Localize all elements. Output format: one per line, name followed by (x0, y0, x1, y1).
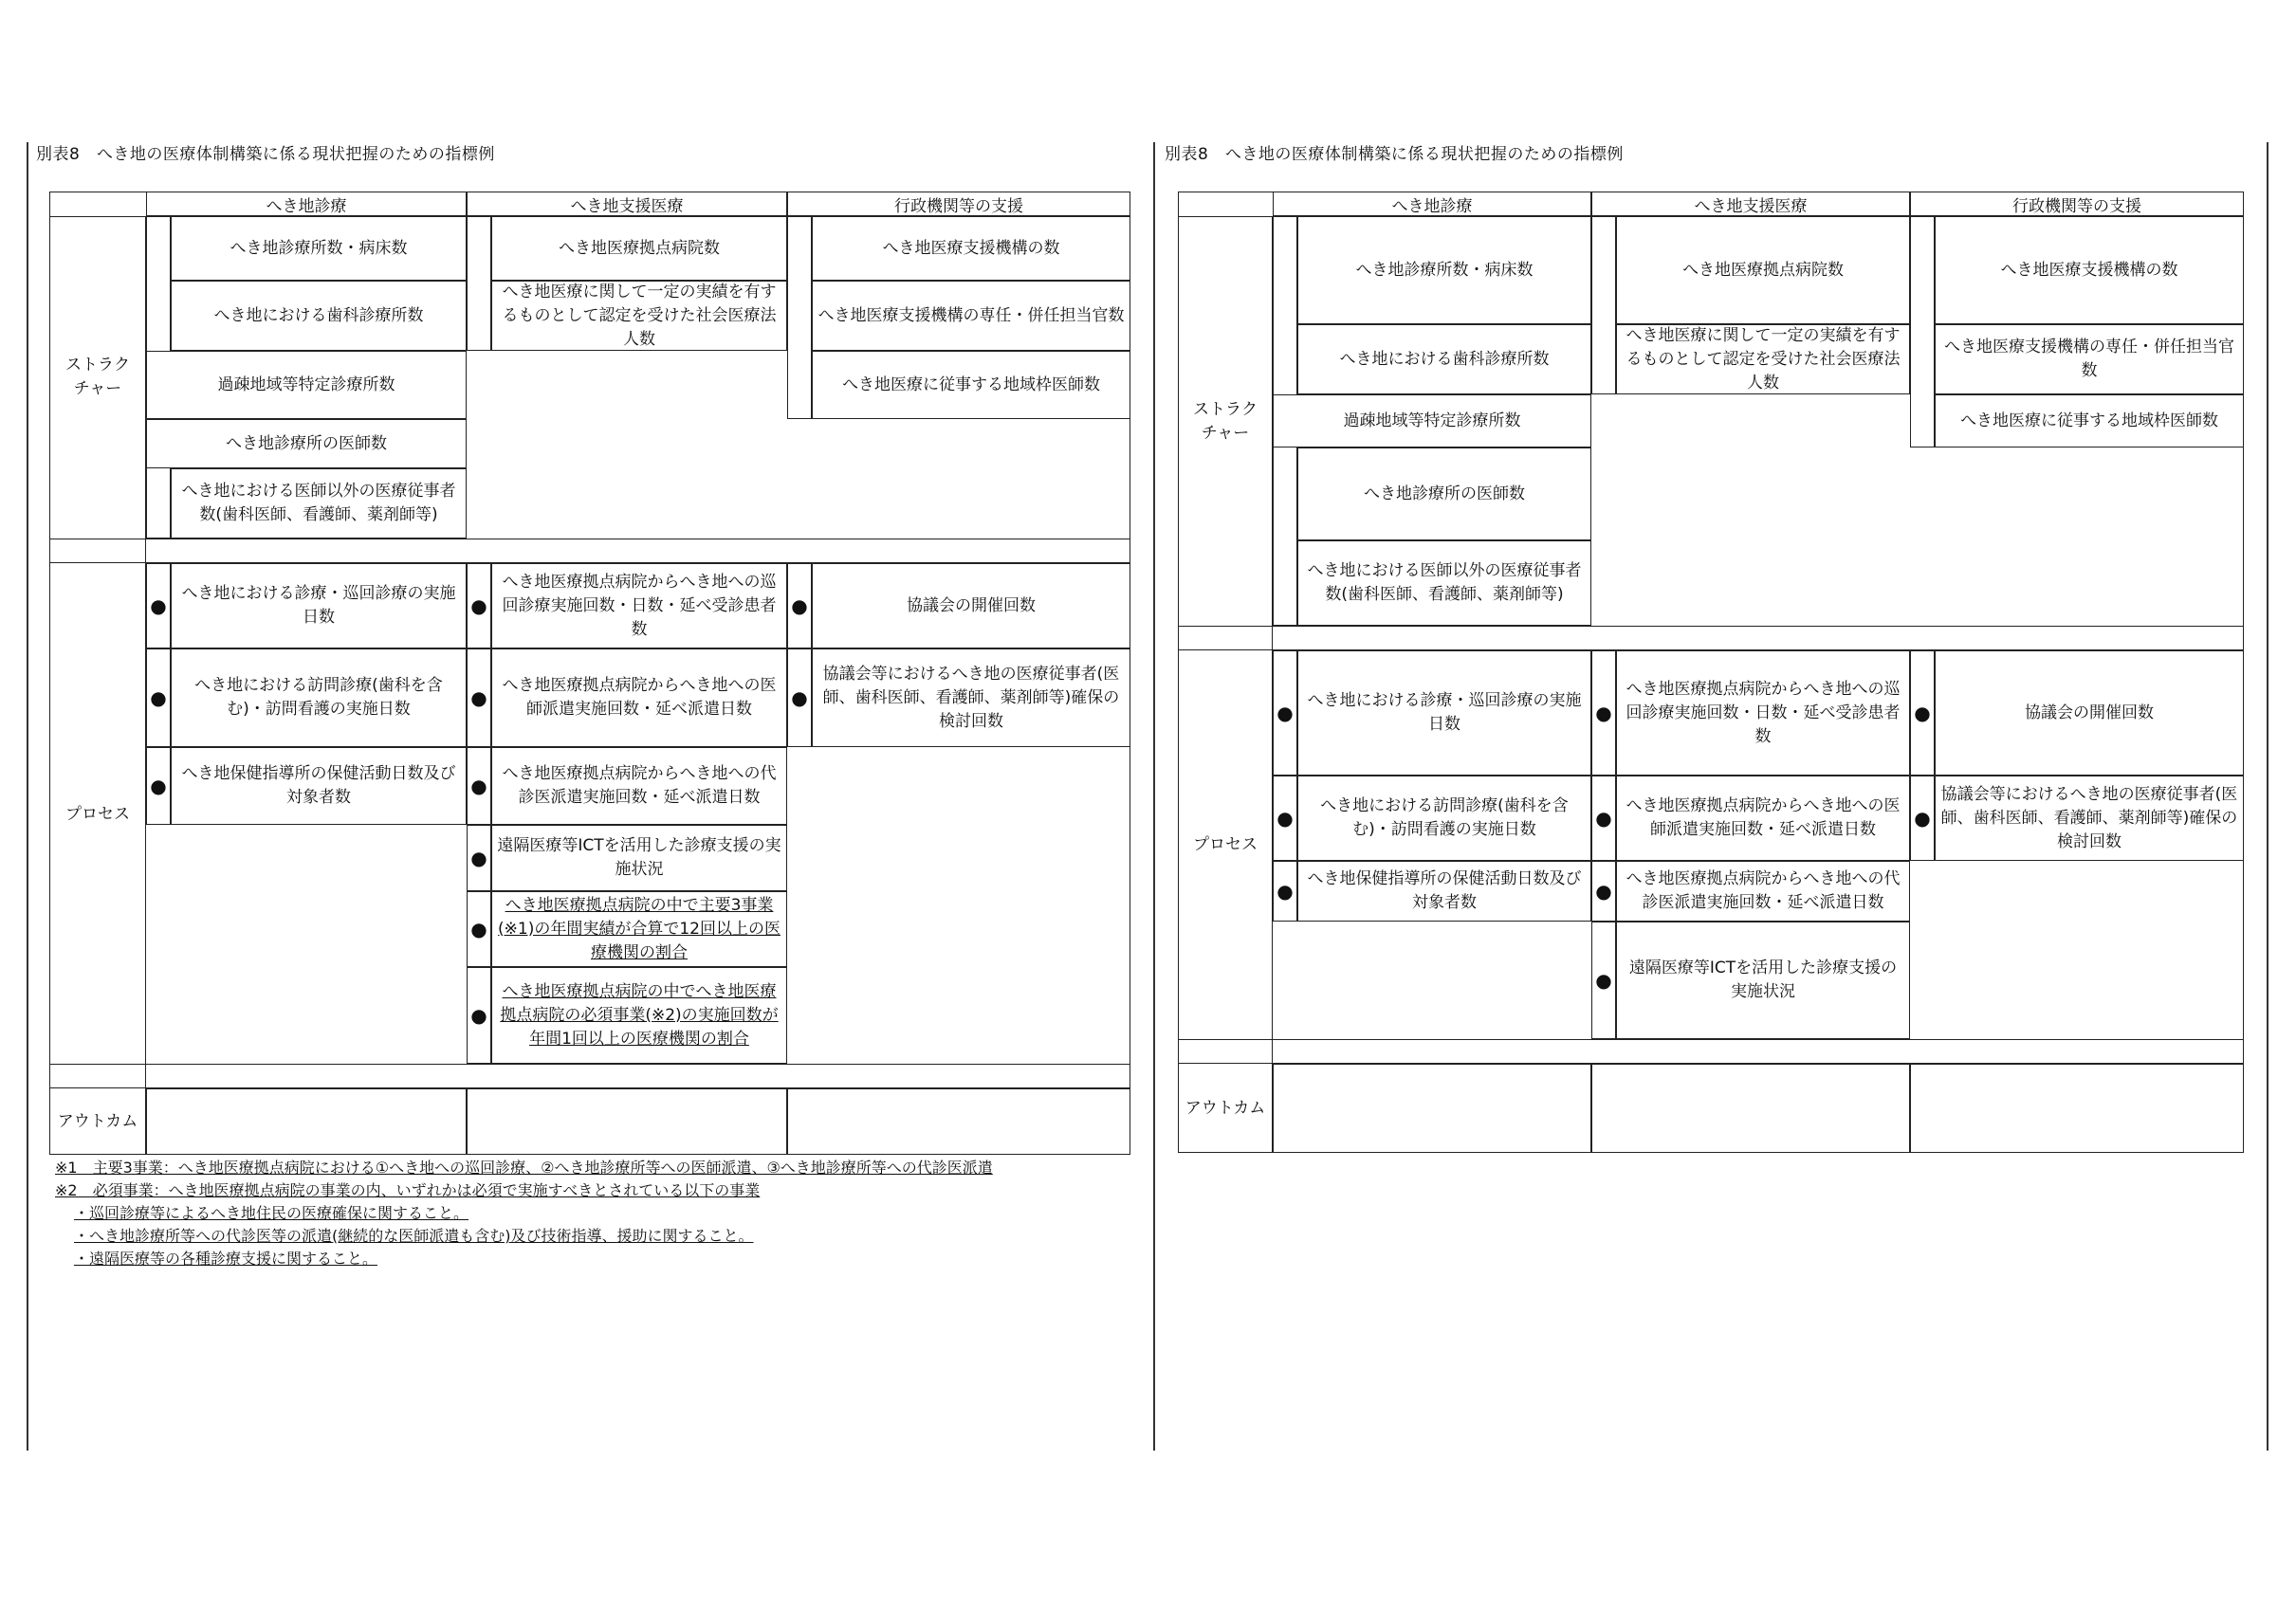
outcome-cell (1273, 1064, 1591, 1153)
row-label-structure: ストラク チャー (1193, 400, 1258, 443)
footnote: ・遠隔医療等の各種診療支援に関すること。 (74, 1250, 378, 1268)
bullet-mark: ● (1591, 776, 1616, 861)
indicator-cell: 過疎地域等特定診療所数 (146, 351, 467, 419)
column-header: へき地診療 (1273, 192, 1591, 216)
footnote: ※1 主要3事業：へき地医療拠点病院における①へき地への巡回診療、②へき地診療所等への医師派遣、③へき地診療所等への代診医派遣 (55, 1159, 993, 1177)
bullet-mark: ● (146, 747, 171, 825)
indicator-cell: へき地医療に関して一定の実績を有するものとして認定を受けた社会医療法人数 (1616, 324, 1910, 394)
indicator-cell: へき地医療拠点病院からへき地への医師派遣実施回数・延べ派遣日数 (491, 648, 787, 747)
indicator-cell: 過疎地域等特定診療所数 (1273, 394, 1591, 447)
spacer-row (1178, 1039, 2244, 1064)
indicator-cell: へき地における診療・巡回診療の実施日数 (1297, 650, 1591, 776)
outcome-cell (146, 1088, 467, 1155)
indicator-cell: へき地医療拠点病院からへき地への巡回診療実施回数・日数・延べ受診患者数 (1616, 650, 1910, 776)
spacer-row (1178, 626, 2244, 650)
row-label-process: プロセス (65, 804, 130, 824)
indicator-cell: へき地における歯科診療所数 (171, 281, 467, 351)
spacer-row (49, 1064, 1130, 1088)
indicator-cell: へき地医療拠点病院数 (491, 216, 787, 281)
bullet-mark: ● (1591, 861, 1616, 922)
structure-support-gutter (467, 216, 491, 351)
row-label-outcome: アウトカム (57, 1111, 138, 1131)
indicator-cell: へき地医療拠点病院の中でへき地医療拠点病院の必須事業(※2)の実施回数が年間1回以上の医療機関の割合 (491, 967, 787, 1064)
column-header: へき地支援医療 (1591, 192, 1910, 216)
outcome-cell (1591, 1064, 1910, 1153)
outcome-cell (467, 1088, 787, 1155)
indicator-cell: へき地保健指導所の保健活動日数及び対象者数 (171, 747, 467, 825)
indicator-cell: へき地における医師以外の医療従事者数(歯科医師、看護師、薬剤師等) (171, 468, 467, 539)
column-header: 行政機関等の支援 (787, 192, 1130, 216)
page-title: 別表8 へき地の医療体制構築に係る現状把握のための指標例 (1165, 145, 1624, 164)
indicator-cell: へき地医療拠点病院からへき地への代診医派遣実施回数・延べ派遣日数 (491, 747, 787, 825)
indicator-cell: へき地医療拠点病院数 (1616, 216, 1910, 324)
indicator-cell: へき地医療拠点病院の中で主要3事業(※1)の年間実績が合算で12回以上の医療機関の割合 (491, 891, 787, 967)
spacer-row (49, 539, 1130, 563)
bullet-mark: ● (1591, 922, 1616, 1039)
column-header: へき地診療 (146, 192, 467, 216)
indicator-cell: 協議会の開催回数 (1935, 650, 2244, 776)
indicator-cell: へき地医療に関して一定の実績を有するものとして認定を受けた社会医療法人数 (491, 281, 787, 351)
indicator-cell: 協議会等におけるへき地の医療従事者(医師、歯科医師、看護師、薬剤師等)確保の検討回数 (1935, 776, 2244, 861)
indicator-table (49, 192, 1130, 1159)
column-header: へき地支援医療 (467, 192, 787, 216)
bullet-mark: ● (1273, 776, 1297, 861)
indicator-cell: へき地医療支援機構の専任・併任担当官数 (1935, 324, 2244, 394)
row-label-outcome: アウトカム (1185, 1098, 1266, 1118)
indicator-cell: へき地医療に従事する地域枠医師数 (812, 351, 1130, 419)
indicator-cell: へき地診療所の医師数 (1297, 447, 1591, 540)
outcome-cell (1910, 1064, 2244, 1153)
indicator-cell: へき地における診療・巡回診療の実施日数 (171, 563, 467, 648)
indicator-cell: へき地医療拠点病院からへき地への医師派遣実施回数・延べ派遣日数 (1616, 776, 1910, 861)
page-title: 別表8 へき地の医療体制構築に係る現状把握のための指標例 (36, 145, 495, 164)
footnote: ・へき地診療所等への代診医等の派遣(継続的な医師派遣も含む)及び技術指導、援助に関すること。 (74, 1227, 754, 1245)
bullet-mark: ● (467, 747, 491, 825)
indicator-cell: へき地における訪問診療(歯科を含む)・訪問看護の実施日数 (1297, 776, 1591, 861)
structure-admin-gutter (787, 216, 812, 419)
indicator-cell: へき地診療所数・病床数 (1297, 216, 1591, 324)
structure-admin-gutter (1910, 216, 1935, 447)
indicator-cell: へき地医療支援機構の数 (812, 216, 1130, 281)
bullet-mark: ● (467, 825, 491, 891)
indicator-cell: へき地医療拠点病院からへき地への巡回診療実施回数・日数・延べ受診患者数 (491, 563, 787, 648)
indicator-cell: へき地診療所数・病床数 (171, 216, 467, 281)
indicator-cell: へき地医療支援機構の数 (1935, 216, 2244, 324)
bullet-mark: ● (467, 648, 491, 747)
column-header: 行政機関等の支援 (1910, 192, 2244, 216)
indicator-cell: へき地における訪問診療(歯科を含む)・訪問看護の実施日数 (171, 648, 467, 747)
indicator-cell: へき地診療所の医師数 (146, 419, 467, 468)
bullet-mark: ● (467, 891, 491, 967)
bullet-mark: ● (1273, 650, 1297, 776)
bullet-mark: ● (1910, 776, 1935, 861)
footnotes (55, 1157, 993, 1270)
bullet-mark: ● (467, 967, 491, 1064)
indicator-cell: へき地における歯科診療所数 (1297, 324, 1591, 394)
bullet-mark: ● (787, 563, 812, 648)
indicator-cell: 遠隔医療等ICTを活用した診療支援の実施状況 (1616, 922, 1910, 1039)
footnote: ※2 必須事業：へき地医療拠点病院の事業の内、いずれかは必須で実施すべきとされている以下の事業 (55, 1181, 761, 1199)
indicator-cell: へき地医療拠点病院からへき地への代診医派遣実施回数・延べ派遣日数 (1616, 861, 1910, 922)
indicator-table (1178, 192, 2244, 1155)
bullet-mark: ● (467, 563, 491, 648)
bullet-mark: ● (146, 563, 171, 648)
indicator-cell: 協議会の開催回数 (812, 563, 1130, 648)
indicator-cell: 遠隔医療等ICTを活用した診療支援の実施状況 (491, 825, 787, 891)
outcome-cell (787, 1088, 1130, 1155)
footnote: ・巡回診療等によるへき地住民の医療確保に関すること。 (74, 1204, 469, 1222)
indicator-cell: へき地医療に従事する地域枠医師数 (1935, 394, 2244, 447)
bullet-mark: ● (1591, 650, 1616, 776)
bullet-mark: ● (146, 648, 171, 747)
row-label-structure: ストラク チャー (65, 356, 130, 398)
right-panel (1148, 0, 2267, 1607)
bullet-mark: ● (787, 648, 812, 747)
structure-support-gutter (1591, 216, 1616, 394)
indicator-cell: 協議会等におけるへき地の医療従事者(医師、歯科医師、看護師、薬剤師等)確保の検討回数 (812, 648, 1130, 747)
bullet-mark: ● (1910, 650, 1935, 776)
bullet-mark: ● (1273, 861, 1297, 922)
indicator-cell: へき地保健指導所の保健活動日数及び対象者数 (1297, 861, 1591, 922)
indicator-cell: へき地医療支援機構の専任・併任担当官数 (812, 281, 1130, 351)
page-border-right (2267, 142, 2268, 1451)
indicator-cell: へき地における医師以外の医療従事者数(歯科医師、看護師、薬剤師等) (1297, 540, 1591, 626)
row-label-process: プロセス (1193, 834, 1258, 854)
